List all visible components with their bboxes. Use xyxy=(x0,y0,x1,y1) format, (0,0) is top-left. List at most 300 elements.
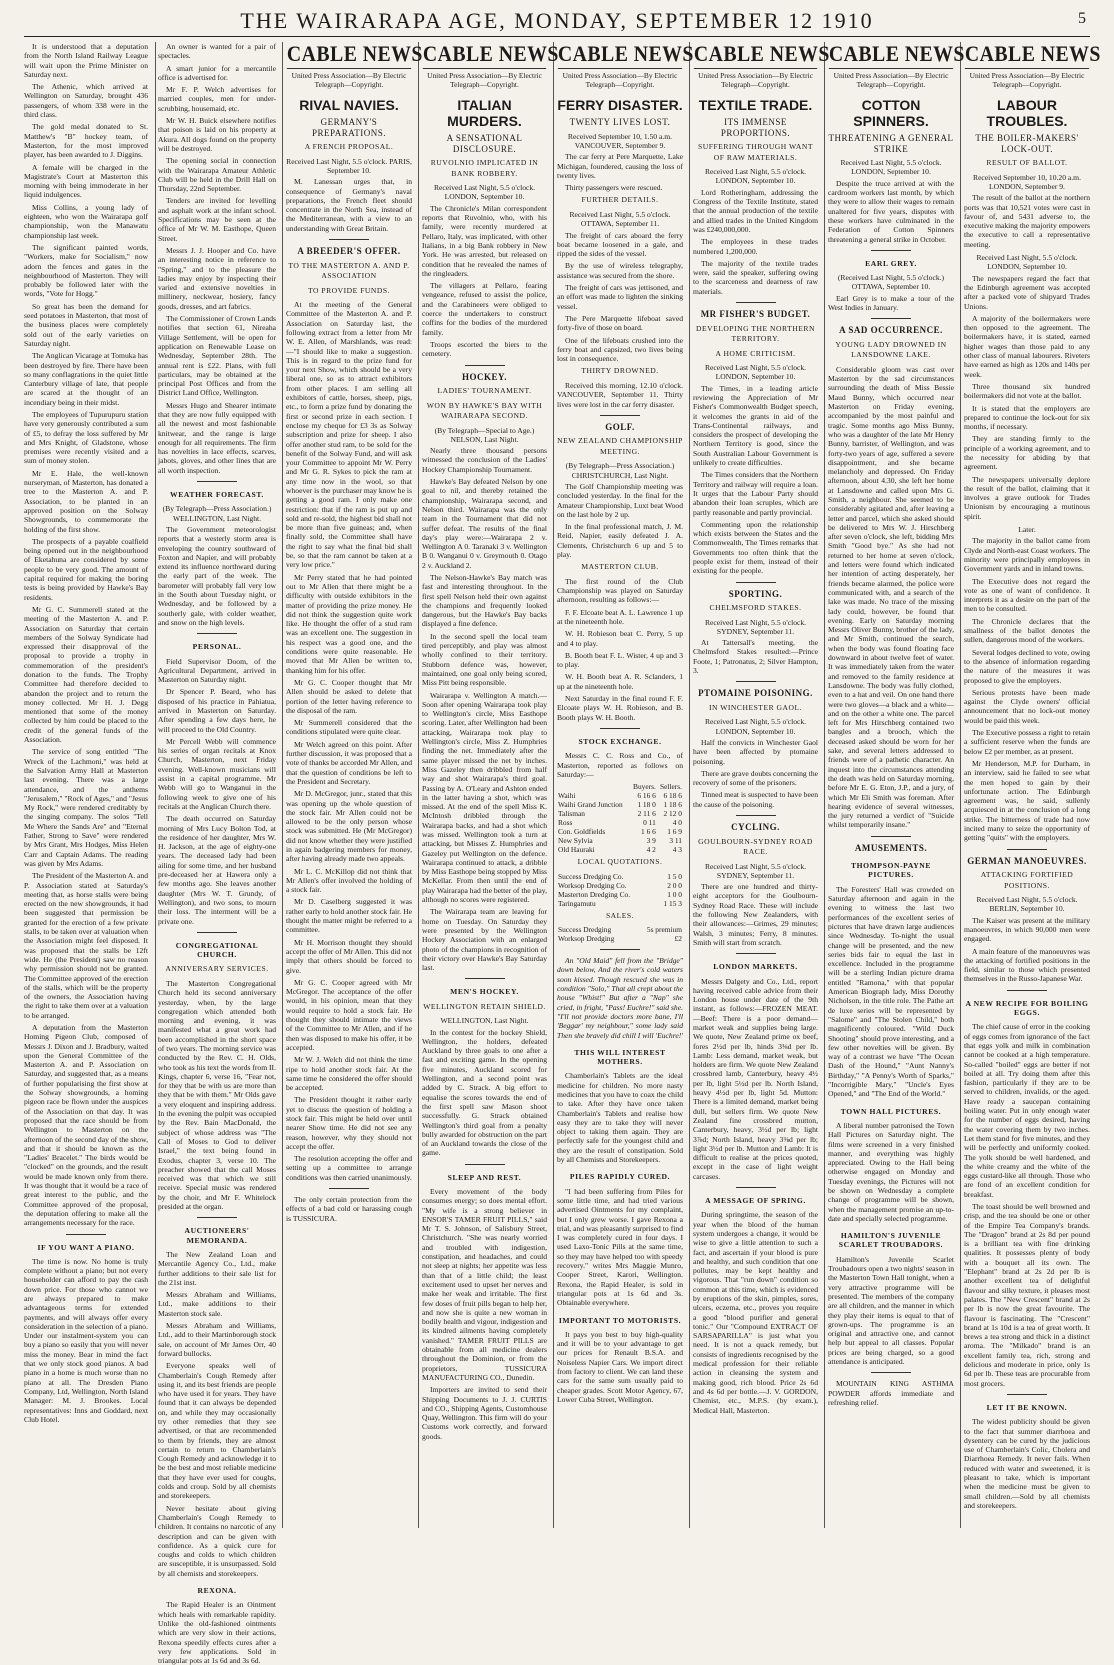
dateline: Received Last Night, 5.5 o'clock. LONDON, September 10. xyxy=(704,363,807,382)
press-credit: United Press Association—By Electric Telegraph—Copyright. xyxy=(698,71,813,89)
news-paragraph: Mr D. McGregor, junr., stated that this was opening up the whole question of the stock fair. Mr Allen could not be allowed to be the only person whose stock was submitted. He (Mr McGregor) did not know whether they were justified in again badgering members for money, after having already made two appeals. xyxy=(286,789,412,864)
column-3 xyxy=(286,41,423,1528)
news-paragraph: Mr F. P. Welch advertises for married couples, men for under-scrubbing, housemaid, etc. xyxy=(158,85,276,113)
section-divider xyxy=(736,953,776,954)
table-cell: Ross xyxy=(558,818,573,828)
table-cell: Waihi Grand Junction xyxy=(558,800,623,810)
section-heading: IMPORTANT TO MOTORISTS. xyxy=(558,1315,682,1325)
news-paragraph: Mr Welch agreed on this point. After further discussion, it was proposed that a vote of thanks be accorded Mr Allen, and that the question of conditions be left to the President and Secretary. xyxy=(286,739,412,786)
table-row xyxy=(557,836,683,845)
subheading: ATTACKING FORTIFIED POSITIONS. xyxy=(980,870,1074,890)
headline: ITALIAN MURDERS. xyxy=(447,97,522,130)
cable-news-banner: CABLE NEWS xyxy=(965,42,1089,69)
dateline: Received September 10, 10.20 a.m. LONDON, September 9. xyxy=(973,172,1081,191)
advert-paragraph: The time is now. No home is truly complete without a piano; but not every householder can afford to pay the cash down price. For those who cannot we are always prepared to make advantageous terms for extended payments, and will always offer every consideration in the selection of a piano. Under our instalment-system you can buy a piano so easily that you will never miss the money. Bear in mind the fact that we only stock good pianos. A bad piano in a home is much worse than no piano at all. The Dresden Piano Company, Ltd, Wellington, North Island Manager: M. J. Brookes. Local representatives: Inns and Goddard, next Club Hotel. xyxy=(24,1256,148,1424)
news-paragraph: A main feature of the manoeuvres was the attacking of fortified positions in the field, similar to those which presented themselves in the Russo-Japanese War. xyxy=(964,946,1090,984)
table-cell: Waihi xyxy=(558,791,576,801)
cable-news-banner: CABLE NEWS xyxy=(287,42,411,69)
news-paragraph: The Athenic, which arrived at Wellington on Saturday, brought 436 passengers, of whom 338 were in the third class. xyxy=(24,82,148,120)
section-divider xyxy=(871,318,911,319)
news-paragraph: Mr L. C. McKillop did not think that Mr Allen's offer involved the holding of a stock fair. xyxy=(286,866,412,895)
subheading: FURTHER DETAILS. xyxy=(581,195,659,205)
section-divider xyxy=(465,978,505,979)
news-paragraph: A deputation from the Masterton Homing Pigeon Club, composed of Messrs J. Dixon and J. Bradbury, waited upon the General Committee of the Masterton A. and P. Association on Saturday, and suggested that, as a means of further popularising the first show at the Solway showgrounds, a homing pigeon race be flown under the auspices of the Association on that day. It was proposed that the race should be from Wellington to Masterton on the afternoon of the second day of the show, and that it should be known as the "Ladies' Bracelet." The birds would be "clocked" on the grounds, and the result would be made known only from there. It was thought that it would be a race of great interest to the public, and the Committee approved of the proposal, the deputation offering to make all the arrangements necessary for the race. xyxy=(24,1022,148,1228)
table-row xyxy=(557,827,683,836)
subheading: TWENTY LIVES LOST. xyxy=(569,117,671,128)
table-cell: Success Dredging Co. xyxy=(558,871,624,881)
section-heading: LET IT BE KNOWN. xyxy=(986,1402,1068,1412)
cable-news-banner: CABLE NEWS xyxy=(423,42,546,69)
section-divider xyxy=(329,239,369,240)
dateline: (Received Last Night, 5.5 o'clock.) OTTAWA, September 10. xyxy=(837,273,945,292)
section-heading: A MESSAGE OF SPRING. xyxy=(705,1196,806,1206)
section-divider xyxy=(197,481,237,482)
section-divider xyxy=(736,815,776,816)
news-paragraph: The majority in the ballot came from Clyde and North-east Coast workers. The minority were principally employees in Government yards and in inland towns. xyxy=(964,536,1090,574)
news-paragraph: Despite the truce arrived at with the cardroom workers last month, by which they were to allow their wages to remain unaltered for five years, disputes with these workers have culminated in the Federation of Cotton Spinners threatening a general strike in October. xyxy=(828,178,954,244)
headline: LABOUR TROUBLES. xyxy=(986,97,1068,130)
column-6 xyxy=(693,41,830,1528)
headline: A SAD OCCURRENCE. xyxy=(839,325,943,336)
column-4 xyxy=(422,41,559,1528)
section-heading: STOCK EXCHANGE. xyxy=(578,736,662,746)
table-cell: Worksop Dredging Co. xyxy=(558,880,627,890)
advert-paragraph: Every movement of the body consumes energy; so does mental effort. "My wife is a strong believer in ENSOR'S TAMER FRUIT PILLS," said Mr T. S. Johnson, of Salisbury Street, Christchurch. "She was nearly worried and troubled with indigestion, constipation, and headaches, and could not sleep at nights; her appetite was less than that of a little child; the least excitement used to upset her nerves and make her weak and irritable. The first few doses of fruit pills began to help her, and now she is quite a new woman in bodily health and vigour, indigestion and its kindred ailments having completely vanished." TAMER FRUIT PILLS are obtainable from all medicine dealers throughout the Dominion, or from the proprietors, TUSSICURA MANUFACTURING CO., Dunedin. xyxy=(422,1187,547,1382)
cable-news-banner: CABLE NEWS xyxy=(694,42,817,69)
news-paragraph: One of the lifeboats crushed into the ferry boat and capsized, two lives being lost in consequence. xyxy=(557,335,683,364)
section-heading: WEATHER FORECAST. xyxy=(170,490,264,500)
dateline: (By Telegraph—Press Association.) WELLINGTON, Last Night. xyxy=(162,504,272,523)
section-divider xyxy=(1007,990,1047,991)
news-paragraph: There are grave doubts concerning the recovery of some of the prisoners. xyxy=(693,768,818,788)
news-paragraph: Wairarapa v. Wellington A match.—Soon after opening Wairarapa took play to Wellington's circle, Miss Easthope scoring. Later, after Wellington had been attacking, Wairarapa took play to Wellington's circle, Miss Z. Humphries finding the net. Immediately after the same player missed the net by inches. Miss Gazeley then dribbled from half way and shot Wairarapa's third goal. Passing by A. O'Leary and Ashton ended in the latter having a shot, which was missed. At the end of the spell Miss K. McIntosh dribbled through the Wairarapa backs, and had a shot which was missed. Wellington took a turn at attacking, but Misses Z. Humphries and Gazeley put Wellington on the defence. Wairarapa continued to attack, a dribble by Miss Easthope being stopped by Miss McKellar. From then until the end of play Wairarapa had the better of the play, although no scores were registered. xyxy=(422,690,547,905)
section-divider xyxy=(1007,849,1047,850)
subheading: ITS IMMENSE PROPORTIONS. xyxy=(720,117,791,138)
press-credit: United Press Association—By Electric Telegraph—Copyright. xyxy=(427,71,542,89)
dateline: Received September 10, 1.50 a.m. VANCOUVER, September 9. xyxy=(567,131,673,150)
section-heading: A NEW RECIPE FOR BOILING EGGS. xyxy=(965,998,1089,1018)
section-heading: TOWN HALL PICTURES. xyxy=(840,1106,942,1116)
table-cell: Masterton Dredging Co. xyxy=(558,889,631,899)
news-paragraph: The opening social in connection with the Wairarapa Amateur Athletic Club will be held in the Drill Hall on Thursday, 22nd September. xyxy=(158,156,276,194)
headline: AMUSEMENTS. xyxy=(854,842,928,853)
news-paragraph: The Commissioner of Crown Lands notifies that section 61, Nireaha Village Settlement, will be open for application on Renewable Lease on Wednesday, September 28th. The annual rent is £22. Plans, with full particulars, may be obtained at the principal Post Offices and from the District Land Office, Wellington. xyxy=(158,314,276,398)
section-divider xyxy=(197,633,237,634)
section-heading: AUCTIONEERS' MEMORANDA. xyxy=(184,1226,250,1245)
table-cell: 1 6 9 xyxy=(667,827,682,837)
news-paragraph: In the contest for the hockey Shield, Wellington, the holders, defeated Auckland by three goals to one after a fast and exciting game. In the opening five minutes, Auckland scored for Wellington, and a second point was added by C. Strack. A big effort to equalise the scores towards the end of the first spell saw Mason shoot successfully. G. Strack obtained Wellington's third goal from a penalty bully awarded for obstruction on the part of an Auckland towards the close of the game. xyxy=(422,1027,547,1158)
section-heading: SLEEP AND REST. xyxy=(447,1172,522,1182)
news-paragraph: The President thought it rather early yet to discuss the question of holding a stock fair. This might be held over until nearer Show time. He did not see any reason, however, why they should not accept the offer. xyxy=(286,1095,412,1151)
news-paragraph: The Wairarapa team are leaving for home on Tuesday. On Saturday they were presented by the Wellington Hockey Association with an enlarged photo of the champions in recognition of their victory over Hawke's Bay Saturday last. xyxy=(422,907,547,973)
section-divider xyxy=(465,1164,505,1165)
table-row xyxy=(557,800,683,809)
news-paragraph: The President of the Masterton A. and P. Association stated at Saturday's meeting that, as horse stalls were being erected on the new showgrounds, it had been suggested that permission be granted for the erection of a few private stalls, to be taken over at valuation when the Association might feel disposed. It was proposed that the stalls be 12ft wide. He (the President) saw no reason why permission should not be granted. The Committee approved of the erection of the stalls, which will be the property of the owners, the Association having the right to take them over at a valuation to be arranged. xyxy=(24,871,148,1020)
headline: PTOMAINE POISONING. xyxy=(698,688,813,699)
news-paragraph: It is stated that the employers are prepared to continue the lock-out for six months, if necessary. xyxy=(964,403,1090,432)
news-paragraph: Tenders are invited for levelling and asphalt work at the infant school. Specifications may be seen at the office of Mr W. M. Easthope, Queen Street. xyxy=(158,196,276,243)
advert-paragraph: MOUNTAIN KING ASTHMA POWDER affords immediate and refreshing relief. xyxy=(828,1379,954,1407)
stock-exchange-table xyxy=(557,782,683,854)
press-credit: United Press Association—By Electric Telegraph—Copyright. xyxy=(833,71,949,89)
news-paragraph: At the meeting of the General Committee of the Masterton A. and P. Association on Saturday last, the following extract from a letter from Mr W. E. Allen, of Marshlands, was read:—"I should like to make a suggestion. This is in regard to the prize fund for your next Show, which should be a very liberal one, so as to attract exhibitors from other places. I am selling all exhibitors of cattle, horses, sheep, pigs, etc., to form a prize fund by donating the first or second prize in each section. I enclose my cheque for £3 3s as Solway subscription and prize for sheep. I also offer another stud ram, to be sold for the benefit of the Solway Fund, and will ask your Committee to appoint Mr W. Perry and Mr G. R. Sykes to pick the ram at any time now in the wool, so that whoever is the purchaser may know he is getting a good ram. I only make one restriction: that if the ram is put up and sold and re-sold, the highest bid shall not be more than five guineas; and, when finally sold, the Committee shall have the right to say what the final bid shall be, so that the ram cannot be taken at a very low price." xyxy=(286,300,412,570)
advert-paragraph: The Rapid Healer is an Ointment which heals with remarkable rapidity. Unlike the old-fashioned ointments which are very slow in their actions, Rexona speedily effects cures after a very few applications. Sold in triangular pots at 1s 6d and 3s 6d. xyxy=(158,1600,276,1665)
news-paragraph: The Times, in a leading article reviewing the Appreciation of Mr Fisher's Commonwealth Budget speech, it welcomes the grants in aid of the Trans-Continental railways, and considers the prospect of developing the Northern Territory is good, since the South Australian Labour Government is unlikely to create difficulties. xyxy=(693,383,818,468)
news-paragraph: The first round of the Club Championship was played on Saturday afternoon, resulting as follows:— xyxy=(557,576,683,605)
table-cell: 1 5 0 xyxy=(667,871,682,881)
news-paragraph: The result of the ballot at the northern ports was that 10,521 votes were cast in favour of, and 5431 adverse to, the executive making the majority empowers the executive to call a representative meeting. xyxy=(964,193,1090,249)
news-paragraph: Mr G. C. Cooper agreed with Mr McGregor. The acceptance of the offer would, in his opinion, mean that they would require to hold a stock fair. He thought they should intimate the views of the Committee to Mr Allen, and if he then was disposed to make his offer, it be accepted. xyxy=(286,977,412,1052)
table-cell: 3 9 xyxy=(646,836,656,846)
headline: A BREEDER'S OFFER. xyxy=(297,246,401,257)
subheading: WELLINGTON RETAIN SHIELD. xyxy=(423,1001,546,1011)
table-cell: £2 xyxy=(674,934,682,944)
table-cell: Success Dredging xyxy=(558,925,612,935)
headline: COTTON SPINNERS. xyxy=(853,97,929,130)
news-paragraph: The service of song entitled "The Wreck of the Lachmoni," was held at the Salvation Army Hall at Masterton last evening. There was a large attendance, and the anthems "Jerusalem," "Rock of Ages," and "Jesus My Rock," were rendered creditably by the singing company. The solos "Tell Me Where the Sands Are" and "Eternal Father, Strong to Save" were rendered by Mrs Grant, Mrs Hodges, Miss Helen Carr and Captain Adams. The reading was given by Mrs Adams. xyxy=(24,747,148,868)
section-heading: LONDON MARKETS. xyxy=(713,962,798,972)
section-divider xyxy=(736,1187,776,1188)
column-5 xyxy=(557,41,694,1528)
news-paragraph: The New Zealand Loan and Mercantile Agency Co., Ltd., make further additions to their sale list for the 21st inst. xyxy=(158,1249,276,1287)
subheading: LADIES' TOURNAMENT. xyxy=(437,386,532,396)
news-paragraph: Messrs J. J. Hooper and Co. have an interesting notice in reference to "Spring," and to the pleasure the ladies may enjoy by inspecting their varied and extensive novelties in millinery, neckwear, hosiery, fancy goods, dresses, and art fabrics. xyxy=(158,245,276,311)
table-cell: Talisman xyxy=(558,809,585,819)
news-paragraph: A liberal number patronised the Town Hall Pictures on Saturday night. The films were screened in a very finished manner, and everything was highly appreciated. Owing to the Hall being otherwise engaged on Monday and Tuesday evenings, the Pictures will not be shown on Wednesday a complete change of programme will be shown, when the management promise an up-to-date and specially selected programme. xyxy=(828,1120,954,1223)
headline: RIVAL NAVIES. xyxy=(299,97,399,114)
news-paragraph: The Nelson-Hawke's Bay match was fast and interesting throughout. In the first spell Nelson held their own against the champions and frequently looked dangerous, but the Hawke's Bay backs displayed a fine defence. xyxy=(422,572,547,629)
headline: HOCKEY. xyxy=(462,371,507,382)
news-paragraph: The significant painted words, "Workers, make for Socialism," now adorn the fences and gates in the neighbourhood of Masterton. They will probably be followed later with the words, "Vote for Hogg." xyxy=(24,242,148,299)
news-paragraph: Lord Rotheringham, addressing the Congress of the Textile Institute, stated that the annual production of the textile and allied trades in the United Kingdom was £240,000,000. xyxy=(693,187,818,234)
cable-news-banner: CABLE NEWS xyxy=(829,42,953,69)
table-cell: 1 18 0 xyxy=(637,800,656,810)
dateline: WELLINGTON, Last Night. xyxy=(440,1016,529,1026)
news-paragraph: Mr Henderson, M.P. for Durham, in an interview, said he failed to see what the men hoped to gain by their unfortunate action. The Edinburgh agreement was, he said, sullenly acquiesced in at the conclusion of a long strike. The bitterness of trade had now incited many to seize the opportunity of getting "quits" with the employers. xyxy=(964,758,1090,843)
newspaper-page xyxy=(24,41,1101,1665)
subheading: THREATENING A GENERAL STRIKE xyxy=(828,133,954,154)
news-paragraph: The gold medal donated to St. Matthew's "B" hockey team, of Masterton, for the most improved player, has been awarded to J. Diggins. xyxy=(24,122,148,160)
table-cell: New Sylvia xyxy=(558,836,593,846)
press-credit: United Press Association—By Electric Telegraph—Copyright. xyxy=(291,71,407,89)
section-divider xyxy=(197,1217,237,1218)
news-paragraph: The Masterton Congregational Church held its second anniversary yesterday, when, by the large congregation which attended both morning and evening, it was manifested what a great work had been accomplished in the short space of two years. The morning service was conducted by the Rev. C. H. Olds, who took as his text the words from II. Kings, chapter 6, verse 16, "Fear not, for they that be with us are more than they that be with them." Mr Olds gave a very eloquent and inspiring address. In the evening the pulpit was occupied by the Rev. Bain MacDonald, the subject of whose address was "The Call of Moses to God to deliver Israel," the text being found in Exodus, chapter 3, verse 10. The preacher showed that the call Moses received was that which we still receive. Special music was rendered by the choir, and Mr F. Whitelock presided at the organ. xyxy=(158,978,276,1212)
news-paragraph: Field Supervisor Doom, of the Agricultural Department, arrived in Masterton on Saturday night. xyxy=(158,656,276,685)
news-paragraph: The employees of Tupurupuru station have very generously contributed a sum of £5, to defray the loss suffered by Mr and Mrs Knight, of Gladstone, whose premises were recently visited and a sum of money stolen. xyxy=(24,409,148,466)
table-cell: 6 16 6 xyxy=(637,791,656,801)
table-cell: 6 18 6 xyxy=(663,791,682,801)
dateline: Received Last Night, 5.5 o'clock. LONDON, September 10. xyxy=(704,717,807,736)
news-paragraph: W. H. Booth beat A. R. Sclanders, 1 up at the nineteenth hole. xyxy=(557,672,683,691)
column-2 xyxy=(158,42,276,1665)
news-paragraph: The Government meteorologist reports that a westerly storm area is enveloping the country southward of Foxton and Napier, and will probably extend its influence northward during the early part of the week. The barometer will probably fall very low in the South about Tuesday night, or Wednesday, and be followed by a southerly gale, with colder weather, and snow on the high levels. xyxy=(158,524,276,627)
subheading: TO PROVIDE FUNDS. xyxy=(308,285,390,295)
cable-news-banner: CABLE NEWS xyxy=(558,42,682,69)
subheading: GOULBOURN-SYDNEY ROAD RACE. xyxy=(698,836,813,857)
advert-paragraph: Chamberlain's Tablets are the ideal medicine for children. No more nasty medicines that you have to coax the child to take. After they have once taken Chamberlain's Tablets and realise how easy they are to take they will never object to taking them again. They are perfectly safe for the youngest child and they are the result of constipation. Sold by all Chemists and Storekeepers. xyxy=(557,1071,683,1165)
news-paragraph: Nearly three thousand persons witnessed the conclusion of the Ladies' Hockey Championship Tournament. xyxy=(422,446,547,474)
news-paragraph: Messrs Hugo and Shearer intimate that they are now fully equipped with all the newest and most fashionable knitwear, and the range is large enough for all requirements. The firm has novelties in lace effects, scarves, jabots, gloves, and other lines that are all worth inspection. xyxy=(158,400,276,475)
news-paragraph: Messrs C. C. Ross and Co., of Masterton, reported as follows on Saturday:— xyxy=(557,751,683,779)
table-cell: 4 2 xyxy=(646,845,656,855)
section-divider xyxy=(871,836,911,837)
table-cell: 1 6 6 xyxy=(641,827,656,837)
section-heading: THIS WILL INTEREST MOTHERS. xyxy=(574,1047,666,1067)
news-paragraph: Received this morning, 12.10 o'clock. VANCOUVER, September 11. Thirty lives were lost in the car ferry disaster. xyxy=(557,380,683,409)
table-row xyxy=(557,934,683,943)
table-row xyxy=(557,890,683,899)
news-paragraph: The death occurred on Saturday morning of Mrs Lucy Bolton Tod, at the residence of her daughter, Mrs W. H. Jackson, at the age of eighty-one years. The deceased lady had been ailing for some time, and her husband pre-deceased her at Hawera only a few months ago. She leaves another daughter (Mrs W. T. Grundy, of Wellington), and two sons, to mourn their loss. The interment will be a private one. xyxy=(158,814,276,926)
headline: GOLF. xyxy=(605,421,635,432)
news-paragraph: Mr H. Morrison thought they should accept the offer of Mr Allen. This did not imply that others should be forced to give. xyxy=(286,937,412,975)
news-paragraph: At Tattersall's meeting, the Chelmsford Stakes resulted:—Prince Foote, 1; Patronatus, 2; Silver Hampton, 3. xyxy=(693,638,818,676)
news-paragraph: Considerable gloom was cast over Masterton by the sad circumstances surrounding the death of Miss Bessie Maud Bunny, which occurred near Masterton on Friday evening, accompanied by the most painful and tragic. Some months ago Miss Bunny, who was a daughter of the late Mr Henry Bunny, barrister, of Wellington, and was forty-two years of age, suffered a severe disappointment, and she became melancholy and depressed. On Friday afternoon, about 4.30, she left her home at Lansdowne and called upon Mrs G. Smith, a neighbour. She seemed to be considerably agitated and, after leaving a letter and parcel, which she asked should be delivered to Mrs W. J. Hirschberg after seven o'clock, she left, bidding Mrs Smith "Good bye." As she had not returned to her home at seven o'clock, and letters were found which indicated her intention of acting desperately, her friends became alarmed, the police were communicated with, and a search of the lake was made. No trace of the missing lady could, however, be found that evening. Early on Saturday morning Messrs Oliver Bunny, brother of the lady, and Mr Smith, continued the search, when the body was found floating face downward in about twelve feet of water. It was immediately taken from the water and removed to the family residence at Lansdowne. The body was fully clothed, even to a hat and veil. On one hand there were two gloves—a black and a white—and on the other a white one. The parcel left for Mrs Hirschberg contained two bangles and a brooch, which the deceased asked should be worn for her sake, and several letters addressed to friends were of a pathetic character. An inquest into the circumstances attending the death was held on Saturday morning, before Mr E. G. Eton, J.P., and a jury, of which Mr Eli Smith was foreman. After hearing evidence of several witnesses, the jury returned a verdict of "Suicide whilst temporarily insane." xyxy=(828,364,954,830)
dateline: (By Telegraph—Press Association.) CHRISTCHURCH, Last Night. xyxy=(565,461,675,480)
subheading: LOCAL QUOTATIONS. xyxy=(577,857,663,867)
table-row xyxy=(557,899,683,908)
news-paragraph: Serious protests have been made against the Clyde owners' official announcement that no lock-out money would be paid this week. xyxy=(964,687,1090,725)
news-paragraph: A majority of the boilermakers were then opposed to the agreement. The boilermakers have, it is stated, earned higher wages than those paid to any other class of manual labourers. Riveters have earned as high as 120s and 140s per week. xyxy=(964,313,1090,379)
news-paragraph: The villagers at Pellaro, fearing vengeance, refused to assist the police, and the Carabineers were obliged to coerce the undertakers to construct coffins for the bodies of the murdered family. xyxy=(422,281,547,337)
verse: An "Old Maid" fell from the "Bridge" down below, And the river's cold waters soon kissed. Though rescued she was in condition "Solo," That all crept about the house "Whist!" But after a "Nap" she cried, in fright, "Pass! Euchre!" said she. "I'll not provide doctors more bane, I'll 'Beggar' my neighbour," some lady said Then she bravely did chill I will 'Euchre!' xyxy=(557,956,683,1040)
news-paragraph: An owner is wanted for a pair of spectacles. xyxy=(158,42,276,61)
dateline: Received Last Night, 5.5 o'clock. PARIS, September 10. xyxy=(286,156,412,175)
table-row xyxy=(557,925,683,934)
section-divider xyxy=(600,728,640,729)
section-heading: PILES RAPIDLY CURED. xyxy=(569,1172,671,1182)
news-paragraph: The Chronicle's Milan correspondent reports that Ruvolnio, who, with his family, were recently murdered at Pellaro, Italy, was implicated, with other Italians, in a big Bank robbery in New York. He was arrested, but released on condition that he revealed the names of the ringleaders. xyxy=(422,203,547,278)
section-divider xyxy=(600,949,640,950)
dateline: Received Last Night, 5.5 o'clock. SYDNEY, September 11. xyxy=(704,617,807,636)
table-cell: Taringamutu xyxy=(558,898,596,908)
news-paragraph: Half the convicts in Winchester Gaol have been affected by ptomaine poisoning. xyxy=(693,737,818,766)
section-divider xyxy=(197,932,237,933)
dateline: Later. xyxy=(1018,525,1036,535)
news-paragraph: The employees in these trades numbered 1,200,000. xyxy=(693,237,818,256)
dateline: (By Telegraph—Special to Age.) NELSON, Last Night. xyxy=(434,425,535,444)
column-7 xyxy=(828,41,965,1528)
news-paragraph: Mr W. J. Welch did not think the time ripe to hold another stock fair. At the same time he considered the offer should be accepted. xyxy=(286,1055,412,1093)
subheading: GERMANY'S PREPARATIONS. xyxy=(312,117,386,138)
section-divider xyxy=(600,415,640,416)
subheading: ANNIVERSARY SERVICES. xyxy=(165,964,269,974)
news-paragraph: Troops escorted the biers to the cemetery. xyxy=(422,339,547,359)
news-paragraph: So great has been the demand for seed potatoes in Masterton, that most of the business places were completely sold out of the early varieties on Saturday night. xyxy=(24,301,148,348)
section-heading: MEN'S HOCKEY. xyxy=(450,987,519,997)
table-header: Buyers. xyxy=(633,782,656,792)
advert-paragraph: The chief cause of error in the cooking of eggs comes from ignorance of the fact that eggs yolk and milk in combination cannot be cooked at a high temperature. So-called "boiled" eggs are better if not boiled at all. Try doing them after this fashion, particularly if they are to be served to children, invalids, or the aged. Have ready a saucepan containing boiling water. Put in only enough water for the number of eggs desired, having the water covering them by two inches. Let them stand for five minutes, and they will be perfectly and uniformly cooked. The yolk should be well hardened, and the white creamy and the white of the eggs custard-like all through. Those who are fond of an excellent condition for breakfast. xyxy=(964,1022,1090,1199)
subheading: TO THE MASTERTON A. AND P. ASSOCIATION xyxy=(288,260,410,281)
section-heading: IF YOU WANT A PIANO. xyxy=(37,1242,135,1252)
advert-paragraph: During springtime, the season of the year when the blood of the human system undergoes a change, it would be wise to give a little attention to such a fact, and ascertain if your blood is pure and healthy, and such condition that one pollutes, may be kept healthy and vigorous. That "run down" condition so common at this time, which is evidenced by eruptions of the skin, pimples, sores, ulcers, eczema, etc., proves you require a good "blood purifier and general tonic." Our "Compound EXTRACT OF SARSAPARILLA" is just what you need. It is not a quack remedy, but consists of ingredients recognised by the medical profession for their reliable action in cleansing the system and making good, rich blood. Price 2s 6d and 4s 6d per bottle.—J. V. GORDON, Chemist, etc., M.P.S. (by exam.), Medical Hall, Masterton. xyxy=(693,1210,818,1415)
news-paragraph: The majority of the textile trades were, said the speaker, suffering owing to the scarceness and dearness of raw materials. xyxy=(693,258,818,296)
news-paragraph: The Executive possess a right to retain a sufficient reserve when the funds are below £2 per member, as at present. xyxy=(964,728,1090,756)
table-header xyxy=(557,782,630,791)
news-paragraph: The freight of cars aboard the ferry boat became loosened in a gale, and ripped the sides of the vessel. xyxy=(557,230,683,259)
headline: TEXTILE TRADE. xyxy=(698,97,813,114)
news-paragraph: The resolution accepting the offer and setting up a committee to arrange conditions was then carried unanimously. xyxy=(286,1154,412,1182)
section-divider xyxy=(736,302,776,303)
news-paragraph: The Pere Marquette lifeboat saved forty-five of those on board. xyxy=(557,313,683,333)
news-paragraph: It is understood that a deputation from the North Island Railway League will wait upon the Prime Minister on Saturday next. xyxy=(24,42,148,79)
table-cell: Con. Goldfields xyxy=(558,827,606,837)
subheading: SUFFERING THROUGH WANT OF RAW MATERIALS. xyxy=(698,142,813,162)
column-8 xyxy=(964,41,1101,1528)
headline: FERRY DISASTER. xyxy=(557,97,683,114)
news-paragraph: The prospects of a payable coalfield being opened out in the neighbourhood of Eketahuna are considered by some people to be very good. The amount of capital required for making the boring tests is being provided by Hawke's Bay residents. xyxy=(24,536,148,602)
table-row xyxy=(557,872,683,881)
advert-paragraph: Everyone speaks well of Chamberlain's Cough Remedy after using it, and its best friends are people who have used it for years. They have found that it can always be depended on, and while they may occasionally try other remedies that they see advertised, or that are recommended to them by friends, they are almost certain to return to Chamberlain's Cough Remedy and acknowledge it to be the best and most reliable medicine that they have ever used for coughs, colds and croup. Sold by all chemists and storekeepers. xyxy=(158,1361,276,1501)
news-paragraph: The car ferry at Pere Marquette, Lake Michigan, foundered, causing the loss of twenty lives. xyxy=(557,152,683,180)
table-cell: 5s premium xyxy=(646,925,682,935)
news-paragraph: Messrs Abraham and Williams, Ltd., make additions to their Masterton stock sale. xyxy=(158,1290,276,1318)
news-paragraph: There are one hundred and thirty-eight acceptors for the Goulbourn-Sydney Road Race. These will include the following New Zealanders, with their allowances:—Grimes, 29 minutes; Walsh, 3 minutes; Ferry, 8 minutes. Smith will start from scratch. xyxy=(693,882,818,947)
news-paragraph: Mr E. Hale, the well-known nurseryman, of Masterton, has donated a tree to the Masterton A. and P. Association, to be planted in an approved position on the Solway Showgrounds, to commemorate the holding of the first show. xyxy=(24,468,148,534)
news-paragraph: They are standing firmly to the principle of a working agreement, and to the necessity for abiding by that agreement. xyxy=(964,434,1090,472)
news-paragraph: Several lodges declined to vote, owing to the absence of information regarding the nature of the measures it was proposed to give the employers. xyxy=(964,647,1090,685)
section-heading: REXONA. xyxy=(197,1586,237,1596)
advert-paragraph: The toast should be well browned and crisp, and the tea should be one or other of the Empire Tea Company's brands. The "Dragon" brand at 2s 8d per pound is a brilliant tea with fine drinking qualities. It possesses plenty of body with a bouquet all its own. The "Elephant" brand at 2s 2d per lb is another excellent tea of delightful flavour and silky texture, it pleases most palates. The "New Crescent" brand at 2s per lb is now the great favourite. The flavour is fascinating. The "Crescent" brand at 1s 10d is a tea of great worth. It brews a tea strong and thick in a distinct aroma. The "Milkado" brand is an excellent family tea, rich, strong and delicious and moderate in price, only 1s 6d per lb. These teas are procurable from most grocers. xyxy=(964,1201,1090,1388)
news-paragraph: Mr D. Caselberg suggested it was rather early to hold another stock fair. He thought the matter might be referred to a committee. xyxy=(286,897,412,935)
news-paragraph: Next Saturday in the final round F. F. Elcoate plays W. H. Robieson, and B. Booth plays W. H. Booth. xyxy=(557,694,683,722)
press-credit: United Press Association—By Electric Telegraph—Copyright. xyxy=(969,71,1085,89)
news-paragraph: Mr G. C. Cooper thought that Mr Allen should be asked to delete that portion of the letter having reference to the disposal of the ram. xyxy=(286,677,412,715)
advert-paragraph: Importers are invited to send their Shipping Documents to J. J. CURTIS and CO., Shipping Agents, Customhouse Quay, Wellington. This firm will do your Customs work correctly, and forward goods. xyxy=(422,1385,547,1441)
table-cell: 1 0 0 xyxy=(667,889,682,899)
section-heading: CONGREGATIONAL CHURCH. xyxy=(175,940,259,960)
headline: SPORTING. xyxy=(728,588,783,599)
news-paragraph: A female will be charged in the Magistrate's Court at Masterton this morning with being immoderate in her liquid indulgences. xyxy=(24,162,148,200)
subheading: THIRTY DROWNED. xyxy=(581,366,659,376)
subheading: CHELMSFORD STAKES. xyxy=(709,603,802,613)
subheading: RUVOLNIO IMPLICATED IN BANK ROBBERY. xyxy=(430,158,539,178)
dateline: Received Last Night, 5.5 o'clock. BERLIN, September 10. xyxy=(976,895,1078,914)
masthead-title: THE WAIRARAPA AGE, MONDAY, SEPTEMBER 12 1910 xyxy=(240,8,874,33)
subheading: MASTERTON CLUB. xyxy=(581,562,659,572)
news-paragraph: Messrs Abraham and Williams, Ltd., add to their Martinborough stock sale, on account of Mr James Orr, 40 forward bullocks. xyxy=(158,1321,276,1358)
news-paragraph: Three thousand six hundred boilermakers did not vote at the ballot. xyxy=(964,381,1090,401)
news-paragraph: Mr W. H. Buick elsewhere notifies that poison is laid on his property at Akura. All dogs found on the property will be destroyed. xyxy=(158,116,276,153)
table-row xyxy=(557,809,683,818)
dateline: Received Last Night, 5.5 o'clock. OTTAWA, September 11. xyxy=(569,209,671,229)
news-paragraph: The Foresters' Hall was crowded on Saturday afternoon and again in the evening to witness the last two performances of the excellent series of pictures that have drawn large audiences since Wednesday. To-night the usual change will be presented, and the new series bids fair to equal the last in excellence. Included in the programme will be a sterling Indian picture drama entitled "Ramona," with that popular American Biograph lady, Miss Dorothy Nicholson, in the title role. The Pathe art de luxe series will be represented by "Salome" and "The Stolen Child," both magnificently coloured. "Wild Duck Shooting" should prove interesting, and a few other novelties will be given. By way of a contrast we have "The Ocean Dash of the Hound," "Aunt Nanny's Birthday," "A Penny's Worth of Sparks," "Incorrigible Mary," "Uncle's Eyes Opened," and "The End of the World." xyxy=(828,884,954,1099)
news-paragraph: In the final professional match, J. M. Reid, Napier, easily defeated J. A. Clements, Christchurch 6 up and 5 to play. xyxy=(557,522,683,559)
news-paragraph: Mr Perry stated that he had pointed out to Mr Allen that there might be a difficulty with outside exhibitors in the matter of providing the prize money. He did not think the suggestion quite work like. He thought the offer of a stud ram was an excellent one. The suggestion in his respect was a good one, and the conditions were quite reasonable. He moved that Mr Allen be written to, thanking him for his offer. xyxy=(286,572,412,675)
section-divider xyxy=(1007,1394,1047,1395)
section-divider xyxy=(871,250,911,251)
column-1 xyxy=(24,42,148,1528)
news-paragraph: A smart junior for a mercantile office is advertised for. xyxy=(158,63,276,82)
news-paragraph: Messrs Dalgety and Co., Ltd., report having received cable advice from their London house under date of the 9th instant, as follows:—FROZEN MEAT.—Beef: There is a poor demand—market weak and supplies being large. We quote, New Zealand prime ox beef, fores 2½d per lb, hinds 3⅜d per lb. Lamb: Less demand, market weak, but holders are firm. We quote New Zealand crossbred lamb, Canterbury, heavy 4½ per lb, light 5½d per lb. North Island, heavy 4½d per lb, light 5d. Mutton: There is a limited demand, market being dull, but sellers firm. We quote New Zealand fine crossbred mutton, Canterbury, heavy, 3½d per lb; light 3⅞d; North Island, heavy 3⅜d per lb; light 3½d per lb. Mutton and Lamb: It is difficult to realise at the prices quoted, except in the case of light weight carcases. xyxy=(693,976,818,1181)
news-paragraph: B. Booth beat F. L. Wister, 4 up and 3 to play. xyxy=(557,650,683,670)
news-paragraph: Hamilton's Juvenile Scarlet Troubadours open a two nights' season in the Masterton Town Hall tonight, when a very attractive programme will be presented. The members of the company are all children, and the manner in which they play their items is equal to that of grown-ups. The programme is an original and attractive one, and cannot help but appeal to all classes. Popular prices are being charged, so a good attendance is anticipated. xyxy=(828,1254,954,1367)
section-divider xyxy=(871,1372,911,1373)
subheading: YOUNG LADY DROWNED IN LANSDOWNE LAKE. xyxy=(835,339,947,360)
table-cell: 1 15 3 xyxy=(663,898,682,908)
news-paragraph: Miss Collins, a young lady of eighteen, who won the Wairarapa golf championship, won the Manawatu championship last week. xyxy=(24,202,148,240)
news-paragraph: The Chronicle declares that the smallness of the ballot denotes the sullen, dangerous mood of the workers. xyxy=(964,616,1090,645)
news-paragraph: The Golf Championship meeting was concluded yesterday. In the final for the Amateur Championship, Luxt beat Wood on the last hole by 2 up. xyxy=(557,481,683,519)
table-row xyxy=(557,881,683,890)
news-paragraph: W. H. Robieson beat C. Perry, 5 up and 4 to play. xyxy=(557,629,683,648)
section-divider xyxy=(736,681,776,682)
news-paragraph: The newspapers regard the fact that the Edinburgh agreement was accepted after a packed vote of shipyard Trades Unions. xyxy=(964,273,1090,311)
table-cell: 0 11 xyxy=(643,818,656,828)
table-row xyxy=(557,845,683,854)
section-heading: EARL GREY. xyxy=(865,258,917,268)
subheading: RESULT OF BALLOT. xyxy=(986,158,1068,168)
table-header: Sellers. xyxy=(660,782,682,792)
subheading: IN WINCHESTER GAOL. xyxy=(708,702,803,712)
news-paragraph: Earl Grey is to make a tour of the West Indies in January. xyxy=(828,293,954,313)
section-divider xyxy=(329,1188,369,1189)
news-paragraph: Mr G. C. Summerell stated at the meeting of the Masterton A. and P. Association on Saturday that certain members of the Solway Syndicate had expressed their disapproval of the proposal to provide a trophy in commemoration of the president's donation to the funds. The Trophy Committee had therefore decided to abandon the project and to return the money collected. Mr H. J. Degg mentioned that some of the money collected by him could be placed to the credit of the general funds of the Association. xyxy=(24,604,148,745)
section-heading: HAMILTON'S JUVENILE SCARLET TROUBADORS. xyxy=(838,1231,944,1250)
advert-paragraph: The widest publicity should be given to the fact that summer diarrhoea and dysentery can be cured by the judicious use of Chamberlain's Colic, Cholera and Diarrhoea Remedy. It never fails. When reduced with water and sweetened, it is pleasant to take, which is important when the medicine must be given to small children.—Sold by all chemists and storekeepers. xyxy=(964,1417,1090,1510)
news-paragraph: Dr Spencer P. Beard, who has disposed of his practice in Pahiatua, arrived in Masterton on Saturday. After spending a few days here, he will proceed to the Old Country. xyxy=(158,687,276,734)
news-paragraph: Mr Percell Webb will commence his series of organ recitals at Knox Church, Masterton, next Friday evening. Well-known musicians will assist in a capital programme. Mr Webb will go to Wanganui in the following week to give one of his recitals at the Anglican Church there. xyxy=(158,736,276,811)
subheading: NEW ZEALAND CHAMPIONSHIP MEETING. xyxy=(557,436,683,456)
advert-paragraph: The only certain protection from the effects of a bad cold or harassing cough is TUSSICURA. xyxy=(286,1195,412,1223)
subheading: A HOME CRITICISM. xyxy=(715,348,796,358)
headline: MR FISHER'S BUDGET. xyxy=(700,309,811,320)
table-cell: 4 3 xyxy=(672,845,682,855)
news-paragraph: The Anglican Vicarage at Tomuka has been destroyed by fire. There have been so many conflagrations in the quiet little Canterbury village of late, that people are scared at the thought of an incendiary being in their midst. xyxy=(24,351,148,407)
news-paragraph: Commenting upon the relationship which exists between the States and the Commonwealth, The Times remarks that Governments too often think that the people exist for them, instead of their existing for the people. xyxy=(693,519,818,576)
section-heading: PERSONAL. xyxy=(192,642,242,652)
news-paragraph: The freight of cars was jettisoned, and an effort was made to lighten the sinking vessel. xyxy=(557,283,683,311)
section-divider xyxy=(465,365,505,366)
page-number: 5 xyxy=(1078,10,1086,27)
dateline: Received Last Night, 5.5 o'clock. LONDON, September 10. xyxy=(840,158,942,177)
news-paragraph: M. Lanessan urges that, in consequence of Germany's naval preparations, the French fleet should concentrate in the North Sea, instead of the Mediterranean, with a view to an understanding with Great Britain. xyxy=(286,177,412,233)
advert-paragraph: Never hesitate about giving Chamberlain's Cough Remedy to children. It contains no narcotic of any description and can be given with confidence. As a quick cure for coughs and colds to which children are susceptible, it is unsurpassed. Sold by all chemists and storekeepers. xyxy=(158,1503,276,1578)
press-credit: United Press Association—By Electric Telegraph—Copyright. xyxy=(562,71,678,89)
dateline: Received Last Night, 5.5 o'clock. SYDNEY, September 11. xyxy=(704,861,807,880)
headline: CYCLING. xyxy=(731,822,780,833)
masthead xyxy=(24,6,1090,37)
section-divider xyxy=(66,1234,106,1235)
table-cell: 3 11 xyxy=(669,836,682,846)
dateline: Received Last Night, 5.5 o'clock. LONDON, September 10. xyxy=(433,183,536,202)
news-paragraph: The Kaiser was present at the military manoeuvres, in which 90,000 men were engaged. xyxy=(964,915,1090,944)
dateline: Received Last Night, 5.5 o'clock. LONDON, September 10. xyxy=(976,253,1078,272)
table-cell: 4 0 xyxy=(672,818,682,828)
news-paragraph: F. F. Elcoate beat A. L. Lawrence 1 up at the nineteenth hole. xyxy=(557,607,683,626)
dateline: Received Last Night, 5.5 o'clock. LONDON, September 10. xyxy=(704,167,807,186)
table-row xyxy=(557,791,683,800)
table-cell: 2 12 0 xyxy=(663,809,682,819)
table-cell: Old Hauraki xyxy=(558,845,595,855)
subheading: DEVELOPING THE NORTHERN TERRITORY. xyxy=(696,323,815,344)
subheading: A FRENCH PROPOSAL. xyxy=(304,142,394,152)
table-cell: 1 18 6 xyxy=(663,800,682,810)
advert-paragraph: It pays you best to buy high-quality and it will be to your advantage to get our prices for Renault B.S.A. and Noiseless Napier Cars. We import direct from factory to client. We can land these cars for the same sum usually paid to cheaper grades. Scott Motor Agency, 67, Lower Cuba Street, Wellington. xyxy=(557,1329,683,1404)
section-heading: THOMPSON-PAYNE PICTURES. xyxy=(850,861,932,880)
table-cell: 2 11 6 xyxy=(637,809,656,819)
news-paragraph: In the second spell the local team tired perceptibly, and play was almost wholly confined to their territory. Stubborn defence was, however, maintained, one goal only being scored, Miss Pitt being responsible. xyxy=(422,631,547,688)
local-quotations-table xyxy=(557,872,683,908)
subheading: WON BY HAWKE'S BAY WITH WAIRARAPA SECOND. xyxy=(426,400,543,421)
headline: GERMAN MANOEUVRES. xyxy=(967,855,1087,866)
subheading: SALES. xyxy=(605,910,635,920)
news-paragraph: Mr Summerell considered that the conditions stipulated were quite clear. xyxy=(286,718,412,737)
news-paragraph: The newspapers universally deplore the result of the ballot, claiming that it involves a grave outlook for Trades Unionism by encouraging a mutinous spirit. xyxy=(964,474,1090,521)
table-header-row xyxy=(557,782,683,791)
table-row xyxy=(557,818,683,827)
news-paragraph: The Executive does not regard the vote as one of want of confidence. It interprets it as a desire on the part of the men to be consulted. xyxy=(964,576,1090,614)
news-paragraph: The Times considers that the Northern Territory and railway will require a loan. It urges that the Labour Party should abandon their loan scruples, which are partly reasonable and partly provincial. xyxy=(693,470,818,517)
